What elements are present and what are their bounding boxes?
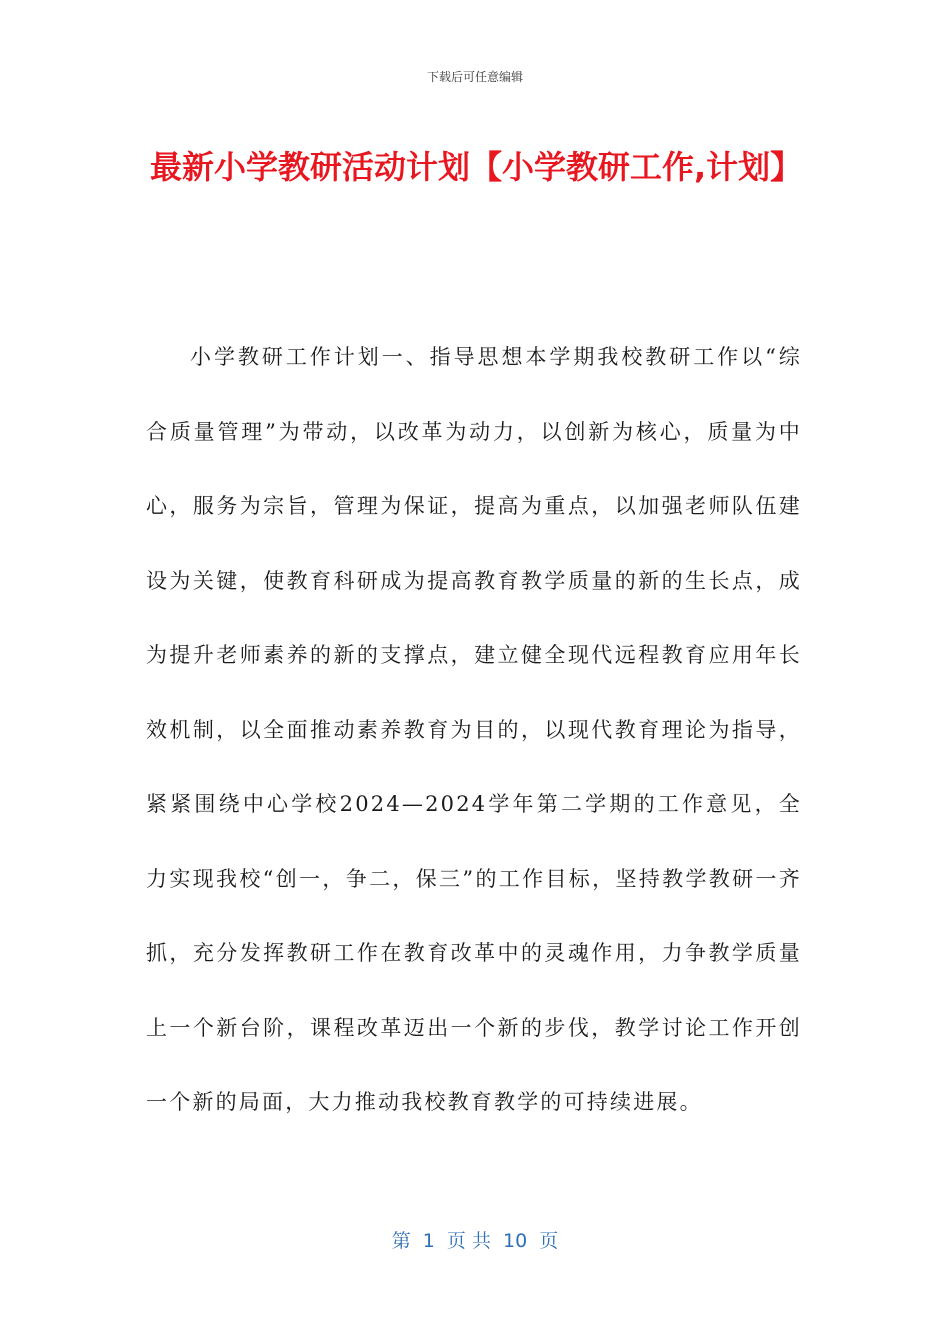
document-title: 最新小学教研活动计划【小学教研工作,计划】	[150, 148, 803, 186]
header-note: 下载后可任意编辑	[426, 70, 523, 84]
page-number-footer: 第 1 页 共 10 页	[391, 1230, 559, 1252]
body-paragraph: 小学教研工作计划一、指导思想本学期我校教研工作以“综合质量管理”为带动，以改革为动力，以创新为核心，质量为中心，服务为宗旨，管理为保证，提高为重点，以加强老师队伍建设为关键，使教育科研成为提高教育教学质量的新的生长点，成为提升老师素养的新的支撑点，建立健全现代远程教育应用年长效机制，以全面推动素养教育为目的，以现代教育理论为指导，紧紧围绕中心学校2024—2024学年第二学期的工作意见，全力实现我校“创一，争二，保三”的工作目标，坚持教学教研一齐抓，充分发挥教研工作在教育改革中的灵魂作用，力争教学质量上一个新台阶，课程改革迈出一个新的步伐，教学讨论工作开创一个新的局面，大力推动我校教育教学的可持续进展。	[146, 345, 802, 1114]
